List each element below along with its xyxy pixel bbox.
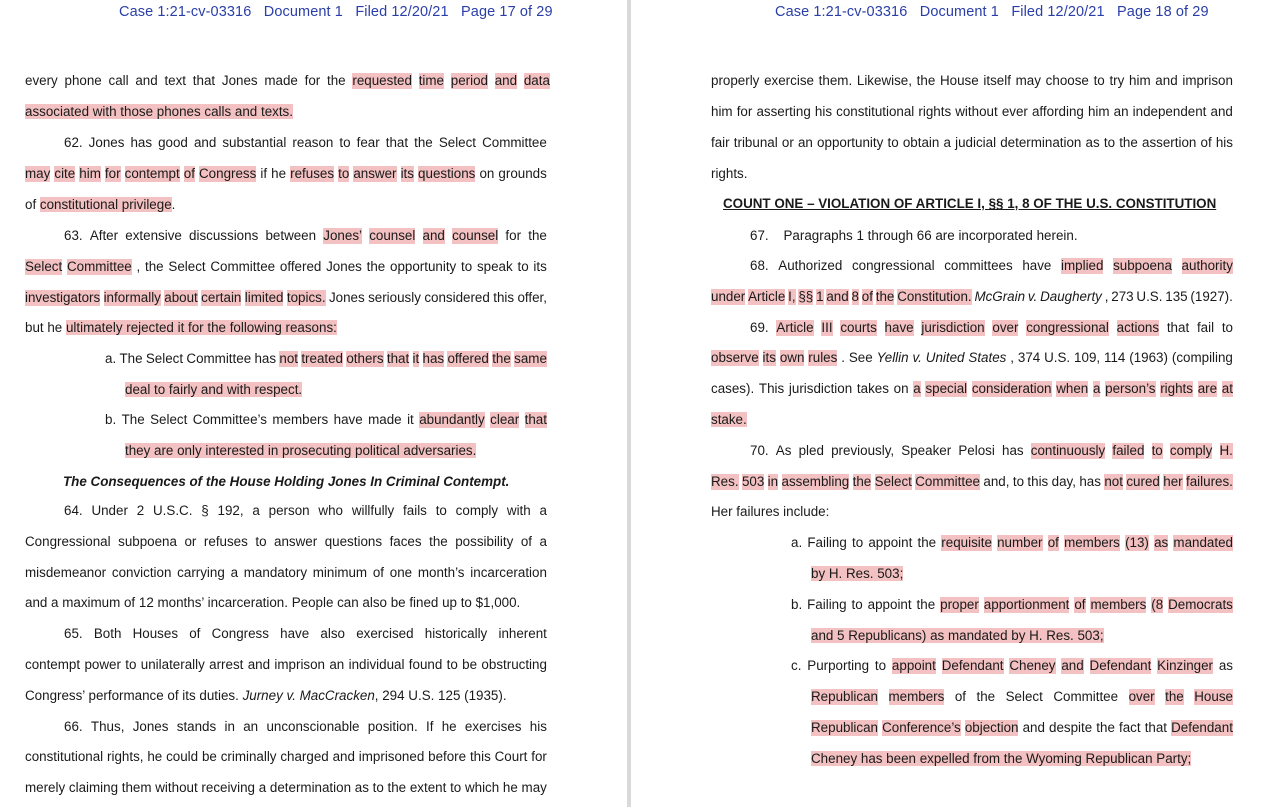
text-line: 66. Thus, Jones stands in an unconscionable position. If he exercises his: [64, 719, 547, 734]
text-line: properly exercise them. Likewise, the House itself may choose to try him and imprison: [711, 73, 1233, 88]
text-line: fair tribunal or an opportunity to obtain a judicial determination as to the assertion of his: [711, 135, 1233, 150]
text-line: constitutional rights, he could be criminally charged and imprisoned before this Court for: [25, 749, 547, 764]
text-line: Res. 503 in assembling the Select Committee and, to this day, has not cured her failures.: [711, 474, 1233, 489]
page-header: Case 1:21-cv-03316 Document 1 Filed 12/20/21 Page 18 of 29: [775, 4, 1209, 20]
text-line: Her failures include:: [711, 504, 830, 519]
text-line: merely claiming them without receiving a determination as to the extent to which he may: [25, 780, 547, 795]
text-line: a. Failing to appoint the requisite number of members (13) as mandated: [791, 535, 1233, 550]
text-line: investigators informally about certain limited topics. Jones seriously considered this offer,: [25, 290, 547, 305]
text-line: contempt power to unilaterally arrest and imprison an individual found to be obstructing: [25, 657, 547, 672]
text-line: cases). This jurisdiction takes on a special consideration when a person’s rights are at: [711, 381, 1233, 396]
text-line: they are only interested in prosecuting political adversaries.: [125, 443, 477, 458]
text-line: but he ultimately rejected it for the following reasons:: [25, 320, 337, 335]
text-line: him for asserting his constitutional rights without ever affording him an independent and: [711, 104, 1233, 119]
text-line: stake.: [711, 412, 747, 427]
text-line: Congressional subpoena or refuses to answer questions faces the possibility of a: [25, 534, 547, 549]
text-line: 62. Jones has good and substantial reason to fear that the Select Committee: [64, 135, 547, 150]
text-line: 64. Under 2 U.S.C. § 192, a person who willfully fails to comply with a: [64, 503, 547, 518]
text-line: of constitutional privilege.: [25, 197, 176, 212]
text-line: associated with those phones calls and texts.: [25, 104, 293, 119]
text-line: b. The Select Committee’s members have made it abundantly clear that: [105, 412, 547, 427]
text-line: 63. After extensive discussions between Jones’ counsel and counsel for the: [64, 228, 547, 243]
text-line: under Article I, §§ 1 and 8 of the Constitution. McGrain v. Daugherty , 273 U.S. 135 (1927).: [711, 289, 1233, 304]
text-line: rights.: [711, 166, 748, 181]
page-header: Case 1:21-cv-03316 Document 1 Filed 12/20/21 Page 17 of 29: [119, 4, 553, 20]
text-line: and 5 Republicans) as mandated by H. Res. 503;: [811, 628, 1104, 643]
text-line: Select Committee , the Select Committee offered Jones the opportunity to speak to its: [25, 259, 547, 274]
text-line: Republican members of the Select Committee over the House: [811, 689, 1233, 704]
text-line: deal to fairly and with respect.: [125, 382, 303, 397]
text-line: misdemeanor conviction carrying a mandatory minimum of one month’s incarceration: [25, 565, 547, 580]
text-line: may cite him for contempt of Congress if he refuses to answer its questions on grounds: [25, 166, 547, 181]
text-line: Cheney has been expelled from the Wyoming Republican Party;: [811, 751, 1192, 766]
text-line: and a maximum of 12 months’ incarceration. People can also be fined up to $1,000.: [25, 595, 521, 610]
text-line: The Consequences of the House Holding Jones In Criminal Contempt.: [63, 474, 510, 489]
text-line: 65. Both Houses of Congress have also exercised historically inherent: [64, 626, 547, 641]
text-line: Republican Conference’s objection and despite the fact that Defendant: [811, 720, 1233, 735]
text-line: by H. Res. 503;: [811, 566, 904, 581]
text-line: c. Purporting to appoint Defendant Cheney and Defendant Kinzinger as: [791, 658, 1233, 673]
text-line: 69. Article III courts have jurisdiction over congressional actions that fail to: [750, 320, 1233, 335]
text-line: every phone call and text that Jones made for the requested time period and data: [25, 73, 550, 88]
text-line: 67. Paragraphs 1 through 66 are incorporated herein.: [750, 228, 1078, 243]
text-line: COUNT ONE – VIOLATION OF ARTICLE I, §§ 1, 8 OF THE U.S. CONSTITUTION: [723, 196, 1217, 211]
text-line: 68. Authorized congressional committees have implied subpoena authority: [750, 258, 1233, 273]
text-line: b. Failing to appoint the proper apportionment of members (8 Democrats: [791, 597, 1233, 612]
text-line: 70. As pled previously, Speaker Pelosi has continuously failed to comply H.: [750, 443, 1233, 458]
text-line: Congress’ performance of its duties. Jurney v. MacCracken, 294 U.S. 125 (1935).: [25, 688, 507, 703]
text-line: a. The Select Committee has not treated others that it has offered the same: [105, 351, 547, 366]
document-page-17: [0, 0, 627, 807]
text-line: observe its own rules . See Yellin v. United States , 374 U.S. 109, 114 (1963) (compiling: [711, 350, 1233, 365]
document-page-18: [631, 0, 1280, 807]
